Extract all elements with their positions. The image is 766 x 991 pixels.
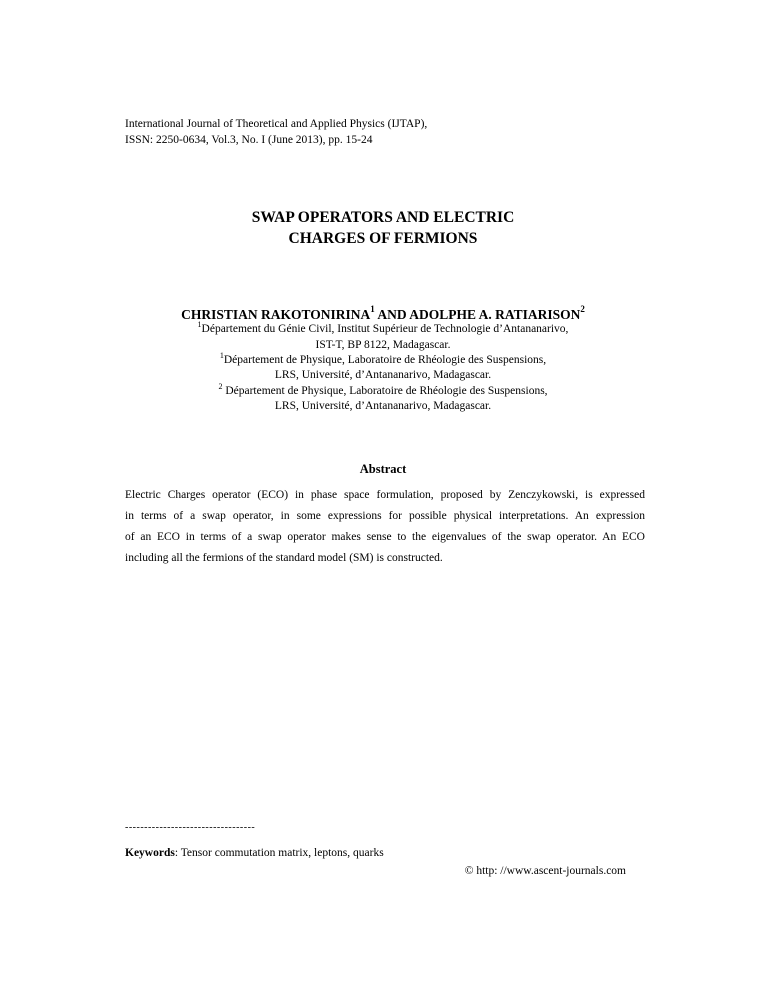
affiliation-2-mark: 1 (219, 351, 224, 361)
footnote-separator: ---------------------------------- (125, 822, 256, 833)
affiliation-3-line-2: LRS, Université, d’Antananarivo, Madagascar. (274, 400, 492, 412)
paper-title-line-1: SWAP OPERATORS AND ELECTRIC (251, 209, 515, 226)
author-1-affiliation-mark: 1 (370, 303, 375, 314)
author-conjunction: AND (374, 307, 410, 322)
abstract-line: of an ECO in terms of a swap operator makes sense to the eigenvalues of the swap operator. An ECO (125, 531, 645, 543)
abstract-line: in terms of a swap operator, in some expressions for possible physical interpretations. An expression (125, 510, 645, 522)
paper-title-line-2: CHARGES OF FERMIONS (288, 230, 478, 247)
keywords-text: : Tensor commutation matrix, leptons, quarks (174, 847, 384, 859)
abstract-line: including all the fermions of the standard model (SM) is constructed. (125, 552, 443, 564)
copyright-notice: © http: //www.ascent-journals.com (464, 865, 626, 877)
author-2-name: ADOLPHE A. RATIARISON (409, 307, 581, 322)
author-2-affiliation-mark: 2 (580, 303, 585, 314)
affiliation-1-mark: 1 (197, 320, 202, 330)
abstract-body (125, 485, 645, 569)
affiliation-3-line-1 (0, 384, 766, 399)
affiliation-1-text: Département du Génie Civil, Institut Supérieur de Technologie d’Antananarivo, (201, 323, 569, 335)
affiliation-2-line-2: LRS, Université, d’Antananarivo, Madagascar. (274, 369, 492, 381)
journal-citation-line-1: International Journal of Theoretical and Applied Physics (IJTAP), (125, 118, 428, 130)
author-1-name: CHRISTIAN RAKOTONIRINA (181, 307, 371, 322)
affiliation-1-line-2: IST-T, BP 8122, Madagascar. (315, 339, 451, 351)
affiliation-2-text: Département de Physique, Laboratoire de Rhéologie des Suspensions, (223, 354, 547, 366)
keywords-line (125, 845, 384, 861)
affiliation-3-mark: 2 (218, 382, 223, 392)
abstract-heading: Abstract (359, 462, 407, 476)
journal-citation-line-2: ISSN: 2250-0634, Vol.3, No. I (June 2013), pp. 15-24 (125, 134, 373, 146)
affiliation-2-line-1 (0, 353, 766, 368)
keywords-label: Keywords (125, 847, 175, 859)
affiliation-3-text: Département de Physique, Laboratoire de Rhéologie des Suspensions, (222, 385, 548, 397)
abstract-line: Electric Charges operator (ECO) in phase space formulation, proposed by Zenczykowski, is expressed (125, 489, 645, 501)
affiliation-1-line-1 (0, 322, 766, 337)
